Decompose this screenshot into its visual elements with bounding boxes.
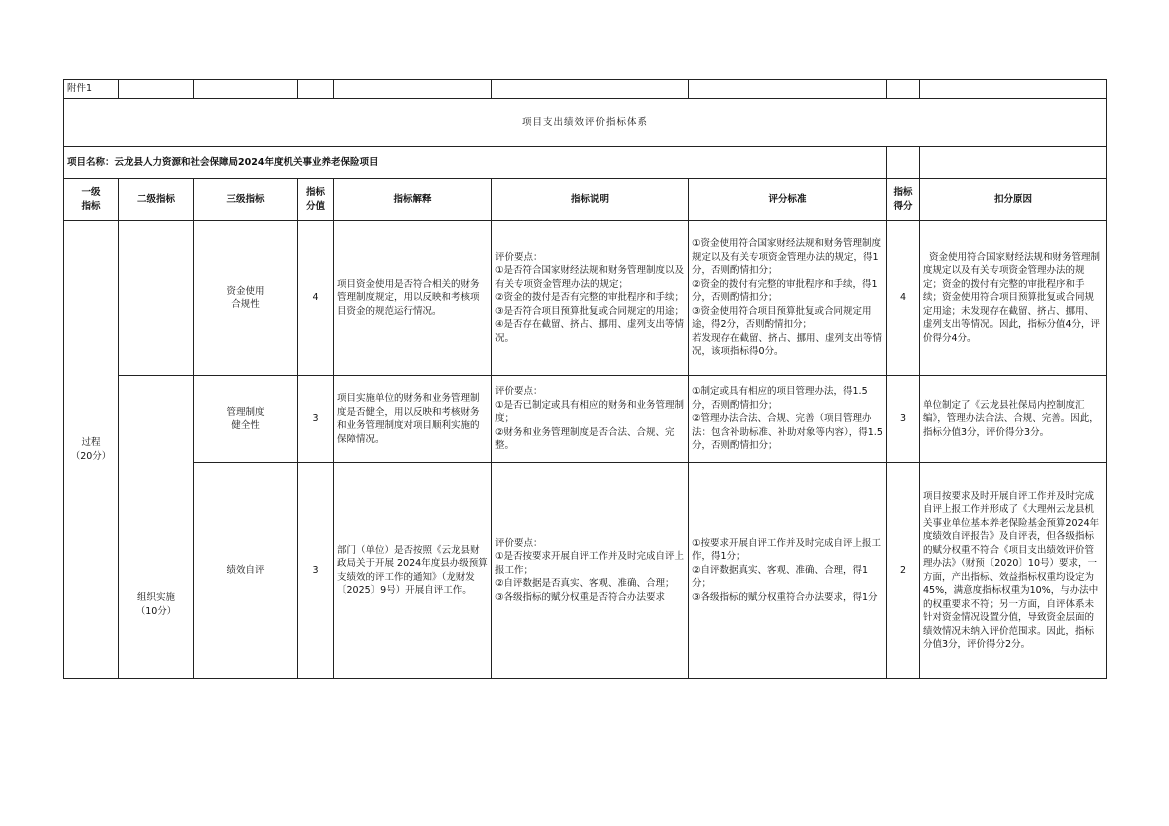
standard-cell: ①按要求开展自评工作并及时完成自评上报工作，得1分； ②自评数据真实、客观、准确、合理，得1分； ③各级指标的赋分权重符合办法要求，得1分 xyxy=(689,463,887,679)
header-level1: 一级 指标 xyxy=(64,179,119,221)
level3-cell: 绩效自评 xyxy=(194,463,298,679)
empty-cell xyxy=(492,80,689,99)
title-row xyxy=(64,99,1107,147)
empty-cell xyxy=(920,80,1107,99)
reason-cell: 单位制定了《云龙县社保局内控制度汇编》，管理办法合法、合规、完善。因此，指标分值3分，评价得分3分。 xyxy=(920,376,1107,463)
level3-cell: 资金使用 合规性 xyxy=(194,221,298,376)
weight-cell: 3 xyxy=(298,376,334,463)
table-row xyxy=(64,463,1107,679)
explain-cell: 项目资金使用是否符合相关的财务管理制度规定，用以反映和考核项目资金的规范运行情况。 xyxy=(334,221,492,376)
weight-cell: 4 xyxy=(298,221,334,376)
empty-cell xyxy=(119,221,194,376)
score-cell: 3 xyxy=(887,376,920,463)
empty-cell xyxy=(334,80,492,99)
level2-cell: 组织实施 （10分） xyxy=(119,376,194,679)
reason-cell: 项目按要求及时开展自评工作并及时完成自评上报工作并形成了《大理州云龙县机关事业单位基本养老保险基金预算2024年度绩效自评报告》及自评表，但各级指标的赋分权重不符合《项目支出绩效评价管理办法》（财预〔2020〕10号）要求，一方面，产出指标、效益指标权重均设定为45%，满意度指标权重为10%，与办法中的权重要求不符；另一方面，自评体系未针对资金情况设置分值，导致资金层面的绩效情况未纳入评价范围求。因此，指标分值3分，评价得分2分。 xyxy=(920,463,1107,679)
weight-cell: 3 xyxy=(298,463,334,679)
table-row xyxy=(64,221,1107,376)
evaluation-table xyxy=(63,79,1107,679)
score-cell: 4 xyxy=(887,221,920,376)
standard-cell: ①资金使用符合国家财经法规和财务管理制度规定以及有关专项资金管理办法的规定，得1分，否则酌情扣分； ②资金的拨付有完整的审批程序和手续，得1分，否则酌情扣分； ③资金使用符合项目预算批复或合同规定用途，得2分，否则酌情扣分； 若发现存在截留、挤占、挪用、虚列支出等情况，该项指标得0分。 xyxy=(689,221,887,376)
project-row xyxy=(64,147,1107,179)
header-level3: 三级指标 xyxy=(194,179,298,221)
annex-row xyxy=(64,80,1107,99)
header-explain: 指标解释 xyxy=(334,179,492,221)
empty-cell xyxy=(920,147,1107,179)
empty-cell xyxy=(298,80,334,99)
header-score: 指标 得分 xyxy=(887,179,920,221)
empty-cell xyxy=(119,80,194,99)
annex-label: 附件1 xyxy=(64,80,119,99)
empty-cell xyxy=(194,80,298,99)
table-row xyxy=(64,376,1107,463)
reason-cell: 资金使用符合国家财经法规和财务管理制度规定以及有关专项资金管理办法的规定；资金的拨付有完整的审批程序和手续；资金使用符合项目预算批复或合同规定用途；未发现存在截留、挤占、挪用、虚列支出等情况。因此，指标分值4分，评价得分4分。 xyxy=(920,221,1107,376)
desc-cell: 评价要点： ①是否符合国家财经法规和财务管理制度以及有关专项资金管理办法的规定； ②资金的拨付是否有完整的审批程序和手续； ③是否符合项目预算批复或合同规定的用途； ④是否存在截留、挤占、挪用、虚列支出等情况。 xyxy=(492,221,689,376)
empty-cell xyxy=(689,80,887,99)
explain-cell: 项目实施单位的财务和业务管理制度是否健全，用以反映和考核财务和业务管理制度对项目顺利实施的保障情况。 xyxy=(334,376,492,463)
level1-cell: 过程 （20分） xyxy=(64,221,119,679)
header-row xyxy=(64,179,1107,221)
score-cell: 2 xyxy=(887,463,920,679)
desc-cell: 评价要点： ①是否按要求开展自评工作并及时完成自评上报工作； ②自评数据是否真实、客观、准确、合理； ③各级指标的赋分权重是否符合办法要求 xyxy=(492,463,689,679)
header-reason: 扣分原因 xyxy=(920,179,1107,221)
header-weight: 指标 分值 xyxy=(298,179,334,221)
desc-cell: 评价要点： ①是否已制定或具有相应的财务和业务管理制度； ②财务和业务管理制度是否合法、合规、完整。 xyxy=(492,376,689,463)
project-name: 项目名称：云龙县人力资源和社会保障局2024年度机关事业养老保险项目 xyxy=(64,147,887,179)
header-level2: 二级指标 xyxy=(119,179,194,221)
empty-cell xyxy=(887,80,920,99)
standard-cell: ①制定或具有相应的项目管理办法，得1.5分，否则酌情扣分； ②管理办法合法、合规、完善（项目管理办法：包含补助标准、补助对象等内容），得1.5分，否则酌情扣分； xyxy=(689,376,887,463)
page-title: 项目支出绩效评价指标体系 xyxy=(64,99,1107,147)
header-desc: 指标说明 xyxy=(492,179,689,221)
explain-cell: 部门（单位）是否按照《云龙县财政局关于开展 2024年度县办级预算支绩效的评工作的通知》（龙财发〔2025〕9号）开展自评工作。 xyxy=(334,463,492,679)
level3-cell: 管理制度 健全性 xyxy=(194,376,298,463)
empty-cell xyxy=(887,147,920,179)
header-standard: 评分标准 xyxy=(689,179,887,221)
